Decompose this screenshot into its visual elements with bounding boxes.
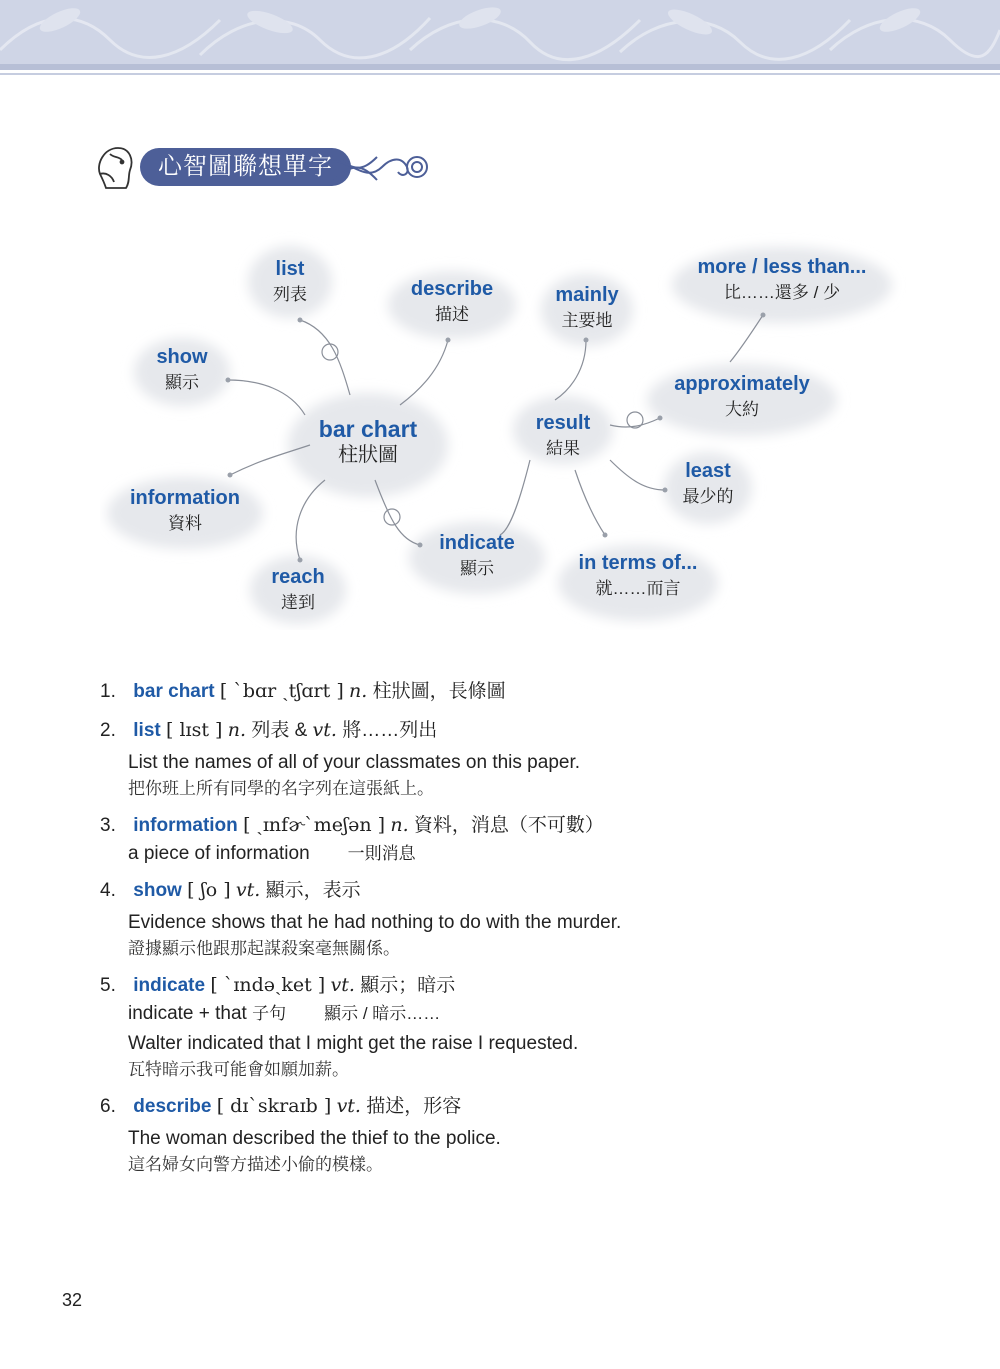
mindmap-node-show — [156, 344, 207, 396]
entry-ipa: [ ˋɪndəˏket ] — [210, 974, 326, 996]
swirl-pattern-icon — [0, 0, 1000, 64]
mindmap-node-more-less-than — [698, 254, 867, 306]
vocab-entry — [100, 970, 900, 1083]
entry-definition: 資料，消息（不可數） — [413, 815, 604, 836]
entry-pos: vt. — [235, 879, 261, 901]
entry-definition: 柱狀圖，長條圖 — [372, 681, 506, 702]
entry-ipa: [ ʃo ] — [187, 879, 231, 901]
decorative-banner — [0, 0, 1000, 64]
node-en: in terms of... — [578, 552, 698, 574]
node-en: approximately — [674, 373, 810, 395]
vocab-entry — [100, 715, 900, 802]
mindmap-node-bar-chart — [319, 416, 417, 468]
entry-pos: n. — [390, 814, 409, 836]
node-en: bar chart — [318, 416, 418, 442]
node-zh: 列表 — [273, 285, 307, 304]
usage-zh-clause: 子句 — [252, 1004, 287, 1023]
entry-pos: vt. — [330, 974, 355, 996]
node-en: describe — [410, 278, 494, 300]
vocabulary-list — [100, 676, 900, 1186]
node-zh: 柱狀圖 — [338, 444, 398, 466]
mind-map — [100, 230, 920, 630]
example-zh: 瓦特暗示我可能會如願加薪。 — [128, 1060, 349, 1079]
entry-pos-2: vt. — [312, 719, 337, 741]
node-zh: 資料 — [168, 514, 202, 533]
entry-definition: 描述，形容 — [366, 1096, 462, 1117]
node-en: least — [685, 460, 731, 482]
entry-pos: n. — [349, 680, 368, 702]
example-en: Walter indicated that I might get the raise I requested. — [128, 1033, 579, 1054]
node-zh: 最少的 — [682, 487, 734, 506]
node-zh: 描述 — [434, 305, 469, 324]
example-en: List the names of all of your classmates on this paper. — [128, 752, 581, 773]
entry-number: 1. — [100, 681, 116, 702]
mindmap-node-information — [130, 485, 240, 537]
node-zh: 就……而言 — [595, 579, 681, 598]
node-zh: 顯示 — [459, 559, 494, 578]
node-zh: 結果 — [546, 439, 580, 458]
node-en: result — [535, 412, 591, 434]
mindmap-node-in-terms-of — [579, 550, 698, 602]
usage-en: indicate + that — [128, 1003, 247, 1024]
node-en: reach — [271, 566, 325, 588]
entry-number: 3. — [100, 815, 116, 836]
entry-word: bar chart — [133, 681, 215, 702]
node-zh: 比……還多 / 少 — [723, 283, 841, 302]
mindmap-node-describe — [411, 276, 493, 328]
entry-ipa: [ lɪst ] — [166, 719, 223, 741]
mindmap-node-reach — [271, 564, 324, 616]
entry-ipa: [ ˋbɑr ˏtʃɑrt ] — [219, 680, 344, 702]
node-en: information — [130, 487, 240, 509]
node-zh: 顯示 — [165, 373, 199, 392]
example-zh: 證據顯示他跟那起謀殺案毫無關係。 — [128, 939, 400, 958]
entry-word: information — [133, 815, 238, 836]
mindmap-node-result — [536, 410, 590, 462]
example-zh: 把你班上所有同學的名字列在這張紙上。 — [128, 779, 434, 798]
entry-number: 4. — [100, 880, 116, 901]
example-en: The woman described the thief to the police. — [128, 1128, 501, 1149]
node-en: more / less than... — [697, 256, 867, 278]
node-zh: 大約 — [724, 400, 759, 419]
vocab-entry — [100, 676, 900, 707]
usage-zh: 顯示 / 暗示…… — [324, 1004, 441, 1023]
node-en: list — [275, 258, 305, 280]
example-en: Evidence shows that he had nothing to do with the murder. — [128, 912, 622, 933]
vocab-entry — [100, 1091, 900, 1178]
entry-number: 5. — [100, 975, 116, 996]
entry-definition: 顯示，表示 — [265, 880, 361, 901]
usage-en: a piece of information — [128, 843, 310, 864]
banner-divider-thin — [0, 73, 1000, 75]
example-zh: 這名婦女向警方描述小偷的模樣。 — [128, 1155, 383, 1174]
usage-zh: 一則消息 — [347, 844, 416, 863]
node-en: indicate — [439, 532, 515, 554]
entry-word: describe — [133, 1096, 212, 1117]
mindmap-node-mainly — [555, 282, 618, 334]
vocab-entry — [100, 875, 900, 962]
entry-number: 2. — [100, 720, 116, 741]
entry-pos: n. — [227, 719, 247, 741]
page-number: 32 — [62, 1290, 83, 1310]
entry-definition: 顯示；暗示 — [360, 975, 456, 996]
entry-number: 6. — [100, 1096, 116, 1117]
flourish-icon — [322, 142, 432, 192]
node-zh: 達到 — [281, 593, 315, 612]
entry-ipa: [ ˏɪnfɚˋmeʃən ] — [243, 814, 386, 836]
entry-word: show — [133, 880, 182, 901]
mindmap-node-approximately — [674, 371, 810, 423]
section-title: 心智圖聯想單字 — [140, 148, 351, 186]
entry-word: list — [133, 720, 161, 741]
mindmap-node-indicate — [439, 530, 515, 582]
section-header — [92, 140, 432, 196]
vocab-entry — [100, 810, 900, 867]
entry-definition: 列表 & — [251, 720, 308, 741]
entry-ipa: [ dɪˋskraɪb ] — [216, 1095, 332, 1117]
node-en: mainly — [555, 284, 619, 306]
thinker-head-icon — [92, 142, 136, 194]
mindmap-node-least — [683, 458, 734, 510]
entry-definition-2: 將……列出 — [342, 720, 438, 741]
entry-pos: vt. — [336, 1095, 361, 1117]
node-zh: 主要地 — [561, 311, 613, 330]
entry-word: indicate — [133, 975, 206, 996]
mindmap-node-list — [273, 256, 307, 308]
node-en: show — [156, 346, 208, 368]
banner-divider — [0, 64, 1000, 70]
